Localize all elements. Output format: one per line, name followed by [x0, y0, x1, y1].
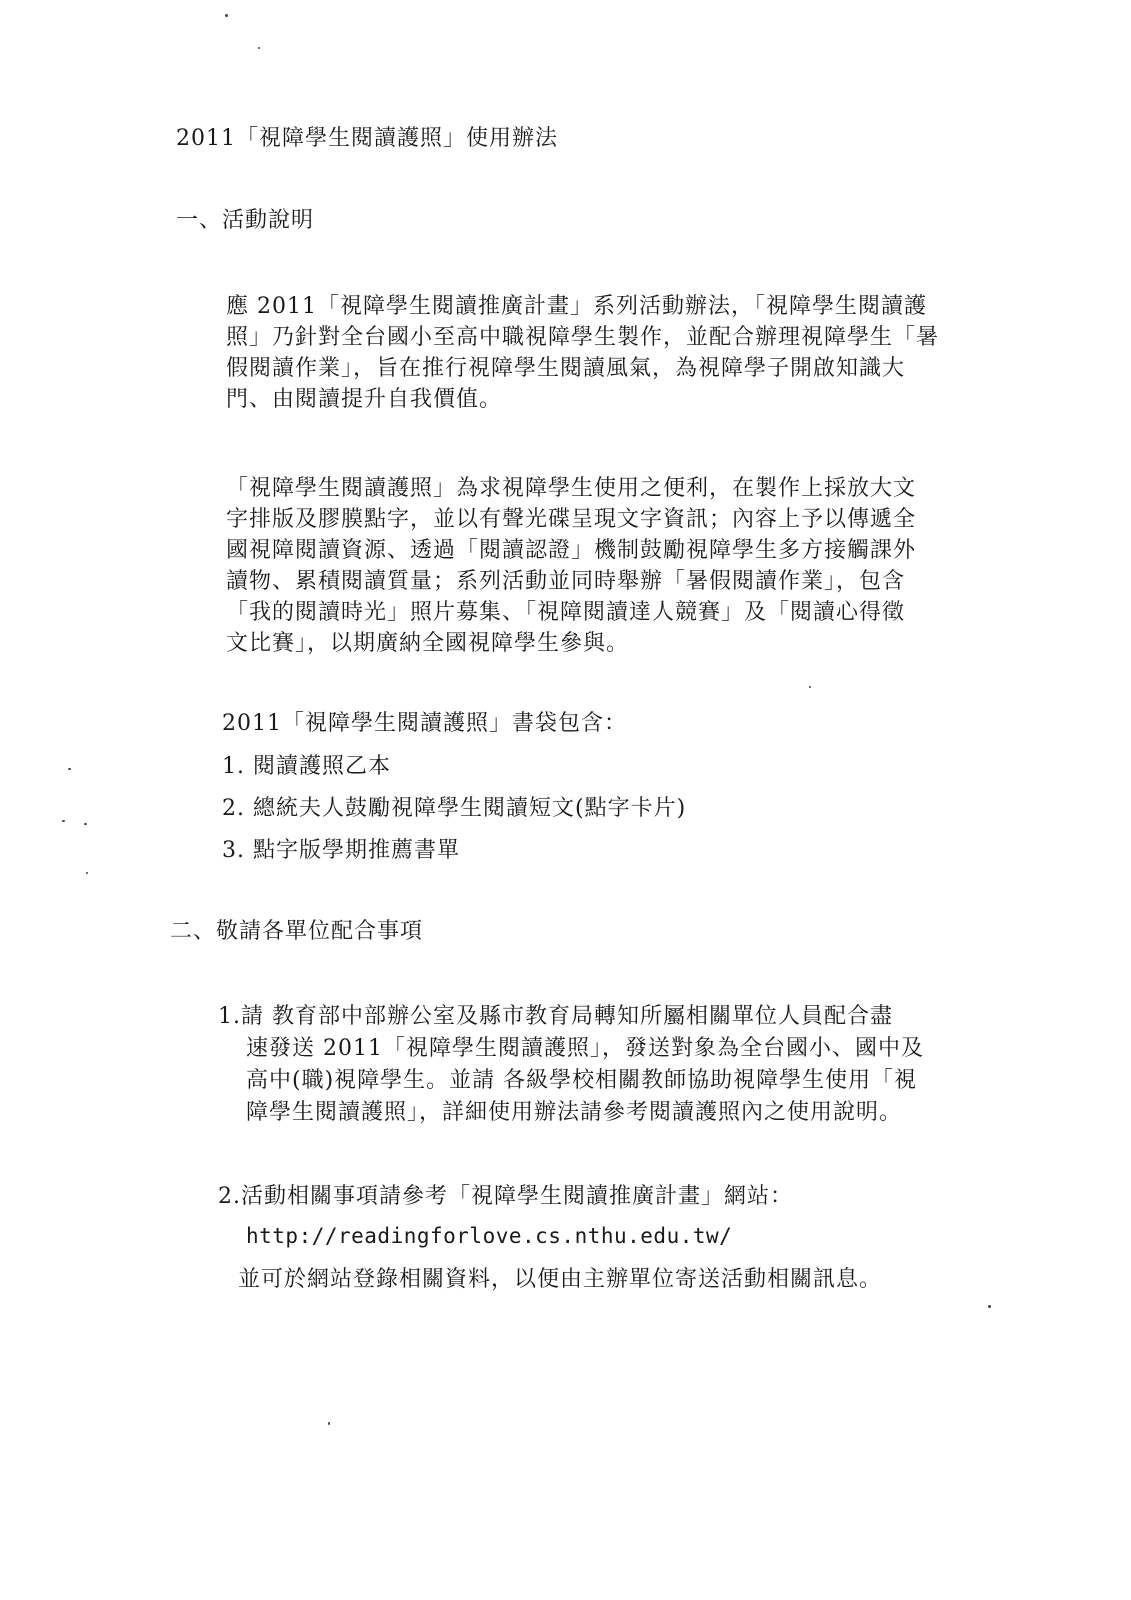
- paragraph-line: 應 2011「視障學生閱讀推廣計畫」系列活動辦法，「視障學生閱讀護: [226, 294, 927, 319]
- paragraph-line: 假閱讀作業」，旨在推行視障學生閱讀風氣，為視障學子開啟知識大: [226, 356, 906, 381]
- kit-list-item: 2. 總統夫人鼓勵視障學生閱讀短文(點字卡片): [222, 796, 687, 821]
- scan-speck: [328, 1422, 330, 1425]
- scan-speck: [86, 872, 88, 874]
- paragraph-line: 國視障閱讀資源、透過「閱讀認證」機制鼓勵視障學生多方接觸課外: [226, 538, 917, 563]
- scan-speck: [68, 768, 71, 770]
- paragraph-line: 障學生閱讀護照」，詳細使用辦法請參考閱讀護照內之使用說明。: [246, 1100, 903, 1125]
- scan-speck: [62, 820, 65, 822]
- section-2-item-2: 2.活動相關事項請參考「視障學生閱讀推廣計畫」網站：: [218, 1184, 793, 1209]
- kit-list-item: 1. 閱讀護照乙本: [222, 754, 391, 779]
- paragraph-line: 「視障學生閱讀護照」為求視障學生使用之便利，在製作上採放大文: [226, 476, 917, 501]
- paragraph-line: 照」乃針對全台國小至高中職視障學生製作，並配合辦理視障學生「暑: [226, 325, 940, 350]
- section-1-heading: 一、活動說明: [176, 208, 315, 233]
- paragraph-line: 「我的閱讀時光」照片募集、「視障閱讀達人競賽」及「閱讀心得徵: [226, 600, 906, 625]
- paragraph-line: 1.請 教育部中部辦公室及縣市教育局轉知所屬相關單位人員配合盡: [218, 1004, 893, 1029]
- paragraph-line: 高中(職)視障學生。並請 各級學校相關教師協助視障學生使用「視: [246, 1068, 918, 1093]
- scan-speck: [258, 47, 260, 49]
- paragraph-line: 文比賽」，以期廣納全國視障學生參與。: [226, 631, 630, 656]
- paragraph-line: 門、由閱讀提升自我價值。: [226, 387, 503, 412]
- document-title: 2011「視障學生閱讀護照」使用辦法: [176, 126, 558, 151]
- kit-heading: 2011「視障學生閱讀護照」書袋包含：: [222, 711, 627, 736]
- scan-speck: [988, 1305, 991, 1308]
- section-2-item-2-note: 並可於網站登錄相關資料，以便由主辦單位寄送活動相關訊息。: [238, 1267, 883, 1292]
- kit-list-item: 3. 點字版學期推薦書單: [222, 838, 460, 863]
- scan-speck: [84, 823, 87, 825]
- scan-speck: [809, 686, 811, 688]
- paragraph-line: 字排版及膠膜點字，並以有聲光碟呈現文字資訊；內容上予以傳遞全: [226, 507, 917, 532]
- scan-speck: [225, 14, 228, 17]
- paragraph-line: 讀物、累積閱讀質量；系列活動並同時舉辦「暑假閱讀作業」，包含: [226, 569, 906, 594]
- website-url: http://readingforlove.cs.nthu.edu.tw/: [246, 1224, 733, 1248]
- section-2-heading: 二、敬請各單位配合事項: [170, 919, 424, 944]
- paragraph-line: 速發送 2011「視障學生閱讀護照」，發送對象為全台國小、國中及: [246, 1036, 924, 1061]
